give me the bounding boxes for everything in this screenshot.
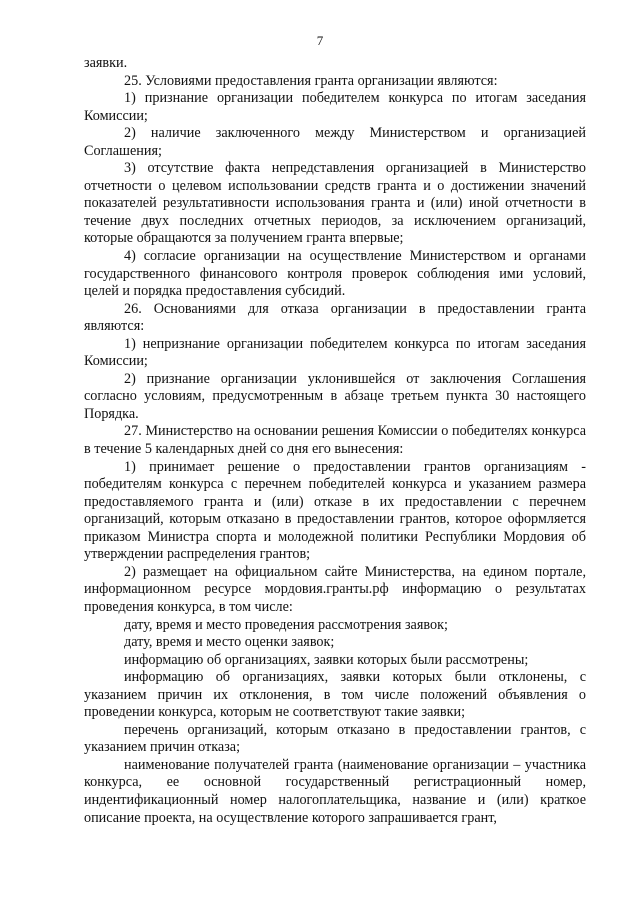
clause-26-item-2: 2) признание организации уклонившейся от заключения Соглашения согласно условиям, предусмотренным в абзаце третьем пункта 30 настоящего Порядка. [84,370,586,422]
list-item: информацию об организациях, заявки которых были рассмотрены; [124,651,529,668]
clause-26-heading: 26. Основаниями для отказа организации в предоставлении гранта являются: [84,300,586,335]
paragraph-continuation: заявки. [84,55,128,71]
document-body [84,55,586,827]
clause-25-item-1: 1) признание организации победителем конкурса по итогам заседания Комиссии; [84,90,586,124]
clause-25-item-4: 4) согласие организации на осуществление Министерством и органами государственного финансового контроля проверок соблюдения ими условий, целей и порядка предоставления субсидий. [84,248,586,300]
clause-27-item-2: 2) размещает на официальном сайте Министерства, на едином портале, информационном ресурсе мордовия.гранты.рф информацию о результатах проведения конкурса, в том числе: [84,563,586,615]
clause-25-item-2: 2) наличие заключенного между Министерством и организацией Соглашения; [84,125,586,159]
clause-27-heading: 27. Министерство на основании решения Комиссии о победителях конкурса в течение 5 календарных дней со дня его вынесения: [84,423,586,458]
page-number: 7 [316,33,324,48]
list-item: дату, время и место оценки заявок; [124,634,335,651]
clause-25-item-3: 3) отсутствие факта непредставления организацией в Министерство отчетности о целевом использовании средств гранта и о достижении значений показателей результативности использования гранта и (или) иной отчетности в течение двух последних отчетных периодов, за исключением организаций, которые обращаются за получением гранта впервые; [84,160,586,247]
clause-27-item-1: 1) принимает решение о предоставлении грантов организациям - победителям конкурса с перечнем победителей конкурса и указанием размера предоставляемого гранта и (или) отказе в их предоставлении с перечнем организаций, которым отказано в предоставлении грантов, которое оформляется приказом Министра спорта и молодежной политики Республики Мордовия об утверждении распределения грантов; [84,458,586,563]
clause-26-item-1: 1) непризнание организации победителем конкурса по итогам заседания Комиссии; [84,335,586,370]
list-item: перечень организаций, которым отказано в предоставлении грантов, с указанием причин отказа; [84,721,586,756]
list-item: дату, время и место проведения рассмотрения заявок; [124,616,448,633]
list-item: информацию об организациях, заявки которых были отклонены, с указанием причин их отклонения, в том числе положений объявления о проведении конкурса, которым не соответствуют такие заявки; [84,669,586,721]
list-item: наименование получателей гранта (наименование организации – участника конкурса, ее основной государственный регистрационный номер, индентификационный номер налогоплательщика, название и (или) краткое описание проекта, на осуществление которого запрашивается грант, [84,756,586,826]
clause-25-heading: 25. Условиями предоставления гранта организации являются: [124,72,498,89]
